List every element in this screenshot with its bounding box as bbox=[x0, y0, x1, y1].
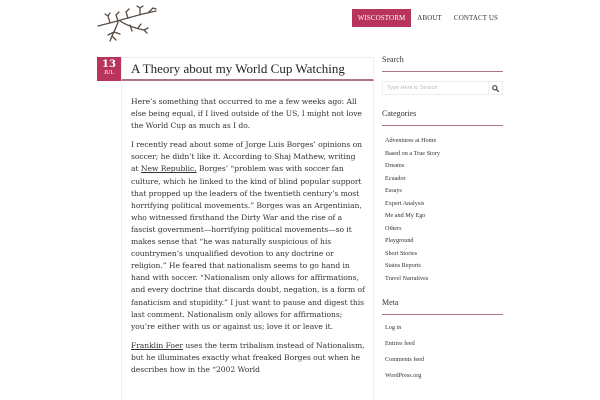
meta-widget-title: Meta bbox=[382, 298, 503, 315]
category-link[interactable]: Adventures at Home bbox=[385, 137, 437, 144]
category-link[interactable]: Travel Narratives bbox=[385, 275, 429, 283]
post-date-month: JUL bbox=[103, 70, 115, 76]
category-link[interactable]: Short Stories bbox=[385, 249, 418, 257]
category-link[interactable]: Ecuador bbox=[385, 174, 406, 182]
paragraph-text: I recently read about some of Jorge Luis Borges’ opinions on soccer; he didn’t like it. According to Shaj Mathew, writing at bbox=[131, 140, 362, 174]
top-nav bbox=[352, 9, 504, 27]
paragraph-text: Borges’ “problem was with soccer fan culture, which he linked to the kind of blind popular support that propped up the leaders of the twentieth century’s most horrifying political movements.” Borges was an Argentinian, who witnessed firsthand the Dirty War and the rise of a fascist government—horrifying political movements—so it makes sense that “he was naturally suspicious of his countrymen’s unqualified devotion to any doctrine or religion.” He feared that nationalism seems to go hand in hand with soccer. “Nationalism only allows for affirmations, and every doctrine that discards doubt, negation, is a form of fanaticism and stupidity.” I just want to pause and digest this last comment. Nationalism only allows for affirmations; you’re either with us or against us; love it or leave it. bbox=[131, 164, 365, 331]
new-republic-link[interactable]: New Republic, bbox=[140, 164, 197, 174]
post-body bbox=[121, 83, 374, 400]
category-link[interactable]: Playground bbox=[385, 237, 414, 245]
meta-link-wordpress-org[interactable]: WordPress.org bbox=[385, 372, 422, 380]
nav-contact-us[interactable]: CONTACT US bbox=[453, 14, 498, 22]
post-date-badge bbox=[97, 57, 121, 81]
meta-link-comments-feed[interactable]: Comments feed bbox=[385, 356, 425, 364]
tree-branch-icon bbox=[96, 4, 160, 44]
category-link[interactable]: Others bbox=[385, 224, 402, 232]
category-link[interactable]: Based on a True Story bbox=[385, 149, 441, 157]
search-form bbox=[382, 81, 503, 95]
blog-post bbox=[97, 57, 374, 400]
post-paragraph: Here’s something that occurred to me a few weeks ago: All else being equal, if I lived outside of the US, I might not love the World Cup as much as I do. bbox=[131, 97, 362, 131]
meta-link-entries-feed[interactable]: Entries feed bbox=[385, 339, 415, 347]
post-paragraph bbox=[131, 139, 365, 333]
post-date-day: 13 bbox=[102, 59, 116, 70]
search-icon bbox=[492, 85, 499, 92]
widget-meta bbox=[382, 298, 503, 385]
category-link[interactable]: Expert Analysis bbox=[385, 199, 425, 207]
search-widget-title: Search bbox=[382, 55, 503, 72]
paragraph-text: uses the term tribalism instead of Nationalism, but he illuminates exactly what freaked Borges out when he describes how in the “2002 World bbox=[131, 340, 365, 374]
post-title-bar bbox=[121, 57, 374, 81]
meta-link-log-in[interactable]: Log in bbox=[385, 323, 402, 331]
widget-categories bbox=[382, 109, 503, 286]
post-title[interactable]: A Theory about my World Cup Watching bbox=[131, 61, 345, 76]
meta-list bbox=[382, 320, 503, 385]
nav-about[interactable]: ABOUT bbox=[417, 14, 442, 22]
site-logo[interactable] bbox=[96, 4, 160, 44]
post-paragraph bbox=[131, 340, 365, 376]
widget-search bbox=[382, 55, 503, 95]
nav-wiscostorm[interactable]: WISCOSTORM bbox=[352, 9, 412, 27]
category-link[interactable]: Dreams bbox=[385, 162, 405, 170]
search-input[interactable] bbox=[383, 82, 488, 94]
franklin-foer-link[interactable]: Franklin Foer bbox=[131, 340, 183, 350]
category-link[interactable]: Me and My Ego bbox=[385, 212, 426, 220]
category-link[interactable]: Essays bbox=[385, 187, 402, 195]
categories-list bbox=[382, 135, 503, 286]
categories-widget-title: Categories bbox=[382, 109, 503, 126]
search-button[interactable] bbox=[488, 82, 502, 94]
category-link[interactable]: Status Reports bbox=[385, 262, 421, 270]
sidebar bbox=[382, 55, 503, 385]
